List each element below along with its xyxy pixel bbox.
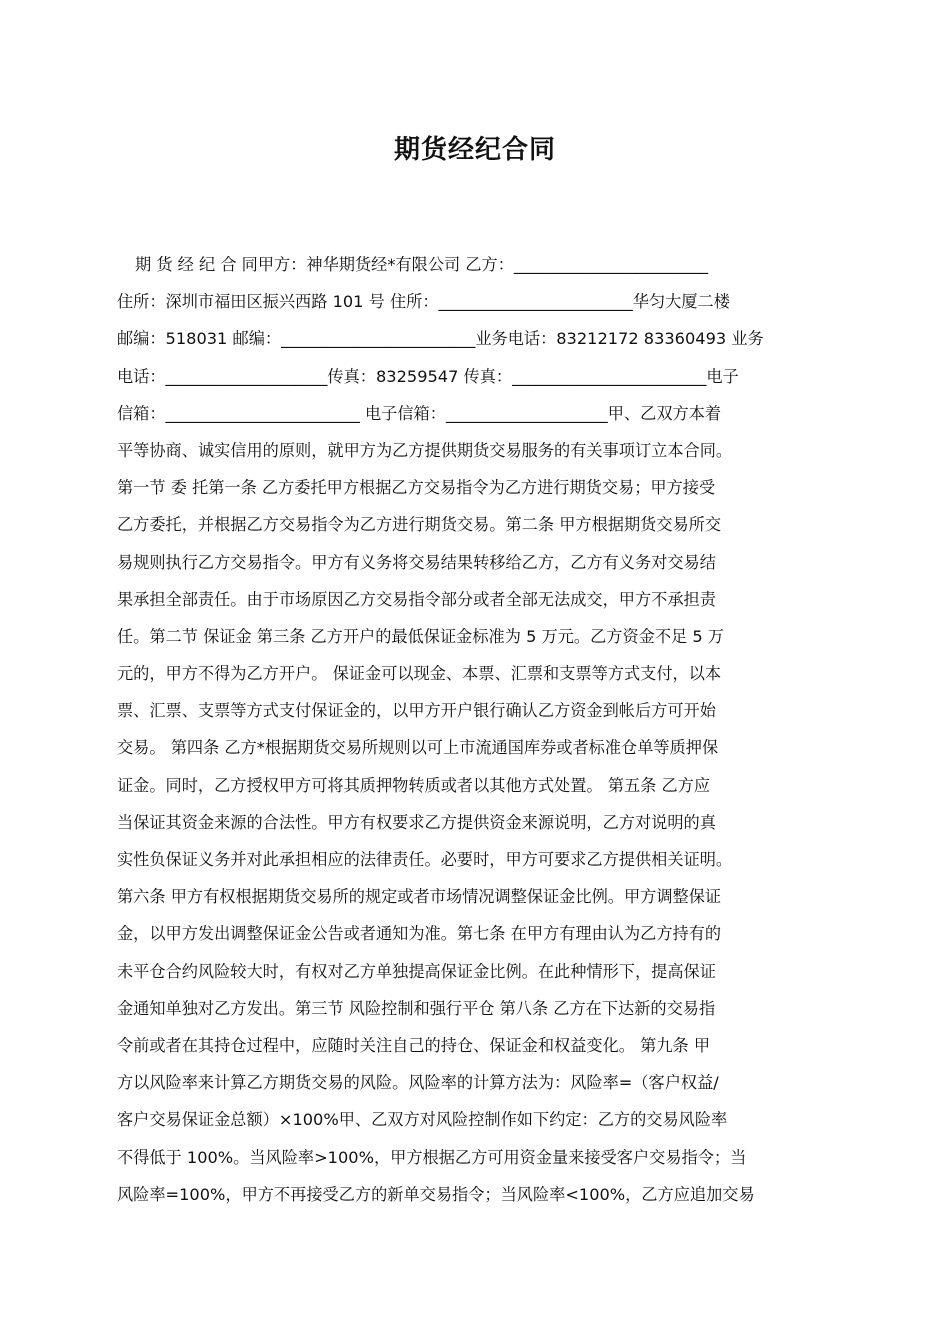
text-line: 方以风险率来计算乙方期货交易的风险。风险率的计算方法为：风险率=（客户权益/ [117, 1073, 719, 1093]
text-line: 期 货 经 纪 合 同甲方：神华期货经*有限公司 乙方：________________________ [135, 255, 709, 274]
text-line: 信箱：________________________ 电子信箱：____________________甲、乙双方本着 [117, 403, 722, 423]
text-line: 金通知单独对乙方发出。第三节 风险控制和强行平仓 第八条 乙方在下达新的交易指 [117, 998, 716, 1018]
text-line: 客户交易保证金总额）×100%甲、乙双方对风险控制作如下约定：乙方的交易风险率 [117, 1110, 728, 1130]
text-line: 邮编：518031 邮编：________________________业务电话：83212172 83360493 业务 [117, 329, 764, 349]
text-line: 实性负保证义务并对此承担相应的法律责任。必要时，甲方可要求乙方提供相关证明。 [117, 850, 733, 869]
text-line: 易规则执行乙方交易指令。甲方有义务将交易结果转移给乙方，乙方有义务对交易结 [117, 552, 716, 572]
text-line: 交易。 第四条 乙方*根据期货交易所规则以可上市流通国库券或者标准仓单等质押保 [117, 738, 719, 758]
text-line: 第一节 委 托第一条 乙方委托甲方根据乙方交易指令为乙方进行期货交易；甲方接受 [117, 478, 716, 498]
text-line: 不得低于 100%。当风险率>100%，甲方根据乙方可用资金量来接受客户交易指令；当 [117, 1147, 747, 1167]
text-line: 风险率=100%，甲方不再接受乙方的新单交易指令；当风险率<100%，乙方应追加交易 [117, 1184, 755, 1204]
text-line: 证金。同时，乙方授权甲方可将其质押物转质或者以其他方式处置。 第五条 乙方应 [117, 775, 711, 795]
text-line: 乙方委托，并根据乙方交易指令为乙方进行期货交易。第二条 甲方根据期货交易所交 [117, 515, 722, 535]
text-line: 果承担全部责任。由于市场原因乙方交易指令部分或者全部无法成交，甲方不承担责 [117, 589, 716, 609]
text-line: 元的，甲方不得为乙方开户。 保证金可以现金、本票、汇票和支票等方式支付，以本 [117, 664, 722, 684]
text-line: 令前或者在其持仓过程中，应随时关注自己的持仓、保证金和权益变化。 第九条 甲 [117, 1035, 711, 1055]
document-title: 期货经纪合同 [393, 135, 556, 165]
text-line: 平等协商、诚实信用的原则，就甲方为乙方提供期货交易服务的有关事项订立本合同。 [117, 440, 733, 460]
text-line: 金，以甲方发出调整保证金公告或者通知为准。第七条 在甲方有理由认为乙方持有的 [117, 924, 722, 944]
text-line: 第六条 甲方有权根据期货交易所的规定或者市场情况调整保证金比例。甲方调整保证 [117, 887, 722, 907]
text-line: 当保证其资金来源的合法性。甲方有权要求乙方提供资金来源说明，乙方对说明的真 [117, 812, 716, 832]
text-line: 住所：深圳市福田区振兴西路 101 号 住所：________________________华匀大厦二楼 [117, 292, 730, 312]
text-line: 任。第二节 保证金 第三条 乙方开户的最低保证金标准为 5 万元。乙方资金不足 5 万 [117, 626, 724, 646]
text-line: 未平仓合约风险较大时，有权对乙方单独提高保证金比例。在此种情形下，提高保证 [117, 961, 716, 981]
text-line: 票、汇票、支票等方式支付保证金的，以甲方开户银行确认乙方资金到帐后方可开始 [117, 701, 716, 721]
text-line: 电话：____________________传真：83259547 传真：________________________电子 [117, 366, 739, 386]
contract-body [117, 246, 837, 1213]
